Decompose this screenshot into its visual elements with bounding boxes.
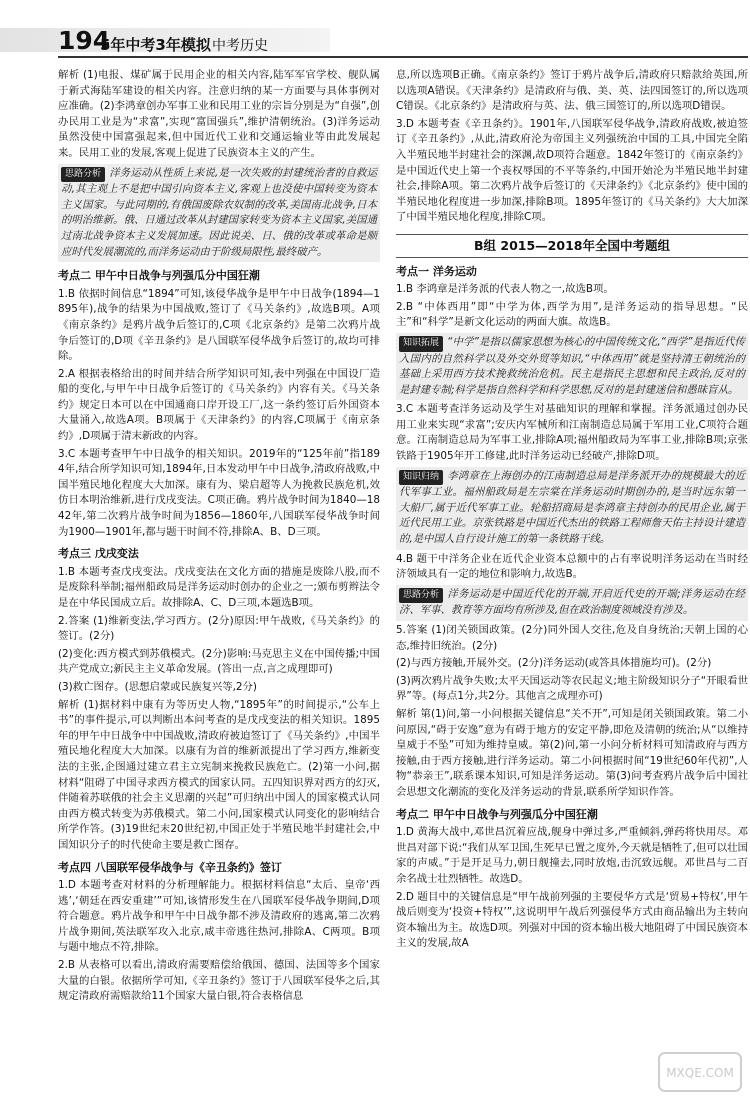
section-heading: 考点一 洋务运动 [396, 264, 477, 278]
left-column [58, 68, 380, 1007]
section-heading: 考点四 八国联军侵华战争与《辛丑条约》签订 [58, 860, 282, 874]
answer-paragraph: 解析 第(1)问,第一小问根据关键信息“关不开”,可知是闭关锁国政策。第二小问原因,“碍于安逸”意为有碍于地方的安定平静,即危及清朝的统治;从“以维持皇威于不坠”可知为维持皇威。第(2)问,第一小问分析材料可知清政府与西方接触,由于西方接触,进行洋务运动。第二小问根据时间“19世纪60年代初”,人物“恭亲王”,联系课本知识,可知是洋务运动。第(3)问考查鸦片战争后中国社会思想文化潮流的变化及洋务运动的背景,联系所学知识作答。 [396, 707, 748, 798]
tip-tag: 思路分析 [61, 167, 105, 183]
answer-paragraph: (2)变化:西方模式到苏俄模式。(2分)影响:马克思主义在中国传播;中国共产党成立;新民主主义革命发展。(答出一点,言之成理即可) [58, 647, 380, 676]
tip-text: “中学”是指以儒家思想为核心的中国传统文化,“西学”是指近代传入国内的自然科学以及外交外贸等知识,“中体西用”就是坚持清王朝统治的基础上采用西方技术挽救统治危机。民主是指民主思想和民主政治,反对的是封建专制;科学是指自然科学和科学思想,反对的是封建迷信和愚昧盲从。 [399, 335, 745, 396]
subject-name: 中考历史 [212, 38, 268, 54]
section-heading: 考点三 戊戌变法 [58, 547, 139, 561]
tip-box [396, 467, 748, 550]
header-rule [58, 56, 748, 58]
book-name: 5年中考3年模拟 [100, 36, 211, 54]
answer-paragraph: 5.答案 (1)闭关锁国政策。(2分)同外国人交往,危及自身统治;天朝上国的心态,维持旧统治。(2分) [396, 624, 748, 652]
answer-paragraph: (3)救亡图存。(思想启蒙或民族复兴等,2分) [58, 680, 257, 693]
tip-text: 洋务运动是中国近代化的开端,开启近代史的开端;洋务运动在经济、军事、教育等方面均有所涉及,但在政治制度领域没有涉及。 [399, 587, 745, 617]
answer-paragraph: 3.C 本题考查洋务运动及学生对基础知识的理解和掌握。洋务派通过创办民用工业来实现“求富”;安庆内军械所和江南制造总局属于军用工业,C项符合题意。江南制造总局为军事工业,排除A项;福州船政局为军事工业,排除B项;京张铁路于1905年开工修建,此时洋务运动已经破产,排除D项。 [396, 403, 748, 463]
page-header [0, 0, 750, 58]
answer-paragraph: 4.B 题干中洋务企业在近代企业资本总额中的占有率说明洋务运动在当时经济领域具有一定的地位和影响力,故选B。 [396, 552, 748, 581]
tip-tag: 知识拓展 [399, 336, 443, 352]
answer-paragraph: 2.D 题目中的关键信息是“甲午战前列强的主要侵华方式是‘贸易+特权’,甲午战后则变为‘投资+特权’”,这说明甲午战后列强侵华方式由商品输出为主转向资本输出为主。故选D项。列强对中国的资本输出极大地阻碍了中国民族资本主义的发展,故A [396, 890, 748, 950]
tip-text: 李鸿章在上海创办的江南制造总局是洋务派开办的规模最大的近代军事工业。福州船政局是左宗棠在洋务运动时期创办的,是当时远东第一大船厂,属于近代军事工业。轮船招商局是李鸿章主持创办的民用企业,属于近代民用工业。京张铁路是中国近代杰出的铁路工程师詹天佑主持设计建造的,是中国人自行设计施工的第一条铁路干线。 [399, 469, 745, 546]
answer-paragraph: 1.B 依据时间信息“1894”可知,该侵华战争是甲午中日战争(1894—1895年),战争的结果为中国战败,签订了《马关条约》,故选B项。A项《南京条约》是鸦片战争后签订的,C项《北京条约》是第二次鸦片战争后签订的,D项《辛丑条约》是八国联军侵华战争后签订的,故均可排除。 [58, 287, 380, 363]
section-heading: 考点二 甲午中日战争与列强瓜分中国狂潮 [58, 269, 260, 283]
answer-paragraph: 3.C 本题考查甲午中日战争的相关知识。2019年的“125年前”指1894年,结合所学知识可知,1894年,日本发动甲午中日战争,清政府战败,中国半殖民地化程度大大加深。康有为、梁启超等人为挽救民族危机,效仿日本明治维新,进行戊戌变法。C项正确。鸦片战争时间为1840—1842年,第二次鸦片战争时间为1856—1860年,八国联军侵华战争时间为1900—1901年,都与题干时间不符,排除A、B、D三项。 [58, 447, 380, 538]
answer-paragraph: 3.D 本题考查《辛丑条约》。1901年,八国联军侵华战争,清政府战败,被迫签订《辛丑条约》,从此,清政府沦为帝国主义列强统治中国的工具,中国完全陷入半殖民地半封建社会的深渊,故D项符合题意。1842年签订的《南京条约》是中国近代史上第一个丧权辱国的不平等条约,中国开始沦为半殖民地半封建社会,排除A项。第二次鸦片战争后签订的《天津条约》《北京条约》使中国的半殖民地化程度进一步加深,排除B项。1895年签订的《马关条约》大大加深了中国半殖民地化程度,排除C项。 [396, 117, 748, 224]
tip-text: 洋务运动从性质上来说,是一次失败的封建统治者的自救运动,其主观上不是把中国引向资本主义,客观上也没使中国转变为资本主义国家。与此同期的,有俄国废除农奴制的改革,美国南北战争,日本的明治维新。俄、日通过改革从封建国家转变为资本主义国家,美国通过南北战争资本主义发展加速。因此说美、日、俄的改革或革命是顺应时代发展潮流的,而洋务运动由于阶级局限性,最终破产。 [61, 166, 377, 258]
watermark-logo [658, 1052, 742, 1092]
answer-paragraph: 2.B “中体西用”即“中学为体,西学为用”,是洋务运动的指导思想。“民主”和“科学”是新文化运动的两面大旗。故选B。 [396, 300, 748, 329]
answer-paragraph: 解析 (1)电报、煤矿属于民用企业的相关内容,陆军军官学校、舰队属于新式海陆军建设的相关内容。注意归纳的某一方面要与具体事例对应准确。(2)李鸿章创办军事工业和民用工业的宗旨分别是为“自强”,创办民用工业是为“求富”,实现“富国强兵”,维护清朝统治。(3)洋务运动虽然没使中国富强起来,但中国近代工业和交通运输业等由此发展起来。民用工业的发展,客观上促进了民族资本主义的产生。 [58, 69, 380, 159]
answer-paragraph: 1.B 本题考查戊戌变法。戊戌变法在文化方面的措施是废除八股,而不是废除科举制;福州船政局是洋务运动时创办的企业之一;颁布剪辫法令是在中华民国成立后。故排除A、C、D三项,本题选B项。 [58, 565, 380, 609]
right-column [396, 68, 748, 954]
tip-box [396, 333, 748, 400]
answer-paragraph: 解析 (1)据材料中康有为等历史人物,“1895年”的时间提示,“公车上书”的事件提示,可以判断出本问考查的是戊戌变法的相关知识。1895年的甲午中日战争中中国战败,清政府被迫签订了《马关条约》,中国半殖民地化程度大大加深。以康有为首的维新派提出了学习西方,维新变法的主张,企图通过建立君主立宪制来挽救民族危亡。(2)第一小问,据材料“阻碍了中国寻求西方模式的国家认同。五四知识界对西方的幻灭,伴随着苏联俄的社会主义思潮的兴起”可归纳出中国人的国家模式认同由西方模式转变为苏俄模式。第二小问,国家模式认同变化的影响结合所学作答。(3)19世纪末20世纪初,中国正处于半殖民地半封建社会,中国知识分子的时代使命主要是救亡图存。 [58, 698, 380, 851]
answer-paragraph: (2)与西方接触,开展外交。(2分)洋务运动(或答具体措施均可)。(2分) [396, 657, 712, 670]
answer-paragraph: (3)两次鸦片战争失败;太平天国运动等农民起义;地主阶级知识分子“开眼看世界”等。(每点1分,共2分。其他言之成理亦可) [396, 674, 748, 703]
tip-tag: 思路分析 [399, 588, 443, 604]
page-number: 194 [58, 26, 111, 55]
svg-text:MXQE.COM: MXQE.COM [666, 1066, 734, 1080]
section-heading: 考点二 甲午中日战争与列强瓜分中国狂潮 [396, 807, 598, 821]
tip-box [396, 585, 748, 621]
answer-paragraph: 1.D 本题考查对材料的分析理解能力。根据材料信息“太后、皇帝‘西逃’,‘朝廷在西安重建’”可知,该情形发生在八国联军侵华战争期间,D项符合题意。鸦片战争和甲午中日战争都不涉及清政府的逃离,第二次鸦片战争期间,英法联军攻入北京,咸丰帝逃往热河,排除A、C两项。B项与题中地点不符,排除。 [58, 879, 380, 954]
answer-paragraph: 2.答案 (1)维新变法,学习西方。(2分)原因:甲午战败,《马关条约》的签订。(2分) [58, 614, 380, 643]
answer-paragraph: 1.D 黄海大战中,邓世昌沉着应战,舰身中弹过多,严重倾斜,弹药将快用尽。邓世昌对部下说:“我们从军卫国,生死早已置之度外,今天就是牺牲了,但可以壮国家的声威。”于是开足马力,朝日舰撞去,同时放炮,击沉致远舰。邓世昌与二百余名战士壮烈牺牲。故选D。 [396, 826, 748, 885]
answer-paragraph: 2.B 从表格可以看出,清政府需要赔偿给俄国、德国、法国等多个国家大量的白银。依据所学可知,《辛丑条约》签订于八国联军侵华之后,其规定清政府需赔款给11个国家大量白银,符合表格信息 [58, 959, 380, 1003]
tip-tag: 知识归纳 [399, 470, 443, 486]
answer-paragraph: 1.B 李鸿章是洋务派的代表人物之一,故选B项。 [396, 283, 614, 296]
tip-box [58, 164, 380, 263]
answer-paragraph: 息,所以选项B正确。《南京条约》签订于鸦片战争后,清政府只赔款给英国,所以选项A错误。《天津条约》是清政府与俄、美、英、法四国签订的,所以选项C错误。《北京条约》是清政府与英、法、俄三国签订的,所以选项D错误。 [396, 69, 748, 113]
answer-paragraph: 2.A 根据表格给出的时间并结合所学知识可知,表中列强在中国设厂造船的变化,与甲午中日战争后签订的《马关条约》内容有关。《马关条约》规定日本可以在中国通商口岸开设工厂,这一条约签订后外国资本大量涌入,故选A项。B项属于《天津条约》的内容,C项属于《南京条约》,D项属于清末新政的内容。 [58, 367, 380, 443]
group-heading: B组 2015—2018年全国中考题组 [396, 234, 748, 258]
